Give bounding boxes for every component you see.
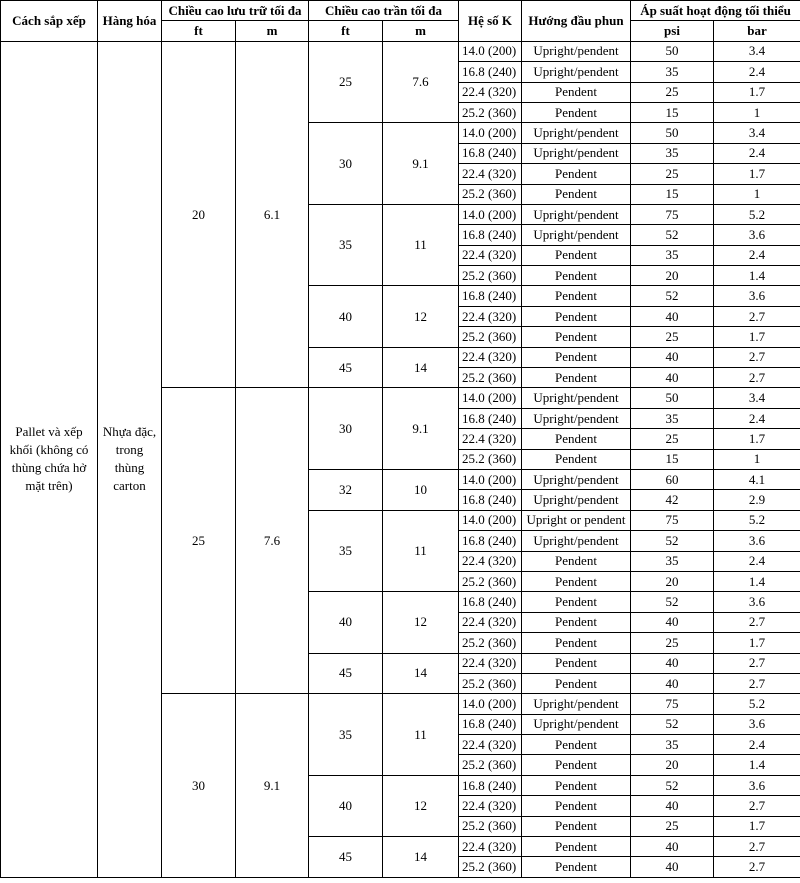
ceiling-m-cell: 12 [383, 592, 459, 653]
psi-cell: 15 [631, 102, 714, 122]
psi-cell: 52 [631, 714, 714, 734]
ceiling-m-cell: 14 [383, 653, 459, 694]
bar-cell: 5.2 [714, 204, 800, 224]
psi-cell: 35 [631, 735, 714, 755]
ceiling-m-cell: 12 [383, 286, 459, 347]
orientation-cell: Upright/pendent [522, 490, 631, 510]
orientation-cell: Pendent [522, 857, 631, 877]
k-factor-cell: 16.8 (240) [459, 286, 522, 306]
k-factor-cell: 25.2 (360) [459, 633, 522, 653]
ceiling-m-cell: 11 [383, 694, 459, 776]
psi-cell: 52 [631, 286, 714, 306]
k-factor-cell: 22.4 (320) [459, 735, 522, 755]
bar-cell: 2.7 [714, 796, 800, 816]
bar-cell: 1 [714, 184, 800, 204]
psi-cell: 40 [631, 612, 714, 632]
bar-cell: 1.7 [714, 429, 800, 449]
orientation-cell: Pendent [522, 633, 631, 653]
psi-cell: 75 [631, 204, 714, 224]
bar-cell: 3.4 [714, 388, 800, 408]
bar-cell: 2.7 [714, 673, 800, 693]
k-factor-cell: 16.8 (240) [459, 592, 522, 612]
psi-cell: 35 [631, 143, 714, 163]
psi-cell: 50 [631, 123, 714, 143]
psi-cell: 60 [631, 469, 714, 489]
ceiling-m-cell: 12 [383, 775, 459, 836]
psi-cell: 35 [631, 245, 714, 265]
k-factor-cell: 16.8 (240) [459, 775, 522, 795]
ceiling-m-cell: 7.6 [383, 41, 459, 123]
orientation-cell: Pendent [522, 796, 631, 816]
psi-cell: 15 [631, 449, 714, 469]
bar-cell: 1.7 [714, 82, 800, 102]
psi-cell: 25 [631, 164, 714, 184]
psi-cell: 35 [631, 408, 714, 428]
psi-cell: 52 [631, 592, 714, 612]
k-factor-cell: 14.0 (200) [459, 388, 522, 408]
header-ceiling-height: Chiều cao trần tối đa [309, 1, 459, 21]
orientation-cell: Pendent [522, 347, 631, 367]
header-row-1 [1, 1, 800, 21]
orientation-cell: Upright/pendent [522, 41, 631, 61]
orientation-cell: Pendent [522, 245, 631, 265]
k-factor-cell: 25.2 (360) [459, 571, 522, 591]
orientation-cell: Upright/pendent [522, 225, 631, 245]
header-ceiling-m: m [383, 21, 459, 41]
psi-cell: 35 [631, 551, 714, 571]
bar-cell: 2.4 [714, 735, 800, 755]
bar-cell: 3.4 [714, 41, 800, 61]
header-bar: bar [714, 21, 800, 41]
orientation-cell: Pendent [522, 184, 631, 204]
psi-cell: 40 [631, 653, 714, 673]
k-factor-cell: 25.2 (360) [459, 368, 522, 388]
storage-ft-cell: 30 [162, 694, 236, 878]
psi-cell: 40 [631, 368, 714, 388]
k-factor-cell: 25.2 (360) [459, 673, 522, 693]
ceiling-m-cell: 10 [383, 469, 459, 510]
k-factor-cell: 16.8 (240) [459, 531, 522, 551]
orientation-cell: Pendent [522, 735, 631, 755]
k-factor-cell: 22.4 (320) [459, 306, 522, 326]
storage-m-cell: 9.1 [236, 694, 309, 878]
header-storage-m: m [236, 21, 309, 41]
k-factor-cell: 22.4 (320) [459, 429, 522, 449]
k-factor-cell: 22.4 (320) [459, 245, 522, 265]
orientation-cell: Pendent [522, 266, 631, 286]
header-arrangement: Cách sắp xếp [1, 1, 98, 42]
ceiling-ft-cell: 45 [309, 837, 383, 878]
orientation-cell: Pendent [522, 429, 631, 449]
bar-cell: 1.4 [714, 266, 800, 286]
psi-cell: 50 [631, 388, 714, 408]
bar-cell: 2.4 [714, 245, 800, 265]
orientation-cell: Pendent [522, 612, 631, 632]
orientation-cell: Upright/pendent [522, 143, 631, 163]
orientation-cell: Pendent [522, 571, 631, 591]
bar-cell: 2.7 [714, 368, 800, 388]
bar-cell: 2.7 [714, 306, 800, 326]
k-factor-cell: 16.8 (240) [459, 143, 522, 163]
orientation-cell: Upright/pendent [522, 469, 631, 489]
table-header [1, 1, 800, 42]
k-factor-cell: 22.4 (320) [459, 82, 522, 102]
bar-cell: 2.7 [714, 612, 800, 632]
psi-cell: 25 [631, 429, 714, 449]
k-factor-cell: 16.8 (240) [459, 490, 522, 510]
ceiling-ft-cell: 45 [309, 347, 383, 388]
k-factor-cell: 25.2 (360) [459, 449, 522, 469]
psi-cell: 40 [631, 347, 714, 367]
orientation-cell: Pendent [522, 816, 631, 836]
bar-cell: 2.4 [714, 551, 800, 571]
bar-cell: 4.1 [714, 469, 800, 489]
psi-cell: 35 [631, 62, 714, 82]
bar-cell: 1 [714, 449, 800, 469]
storage-m-cell: 7.6 [236, 388, 309, 694]
psi-cell: 52 [631, 775, 714, 795]
orientation-cell: Pendent [522, 82, 631, 102]
bar-cell: 5.2 [714, 694, 800, 714]
orientation-cell: Upright/pendent [522, 62, 631, 82]
k-factor-cell: 22.4 (320) [459, 164, 522, 184]
k-factor-cell: 25.2 (360) [459, 184, 522, 204]
k-factor-cell: 22.4 (320) [459, 837, 522, 857]
ceiling-m-cell: 11 [383, 204, 459, 286]
k-factor-cell: 25.2 (360) [459, 816, 522, 836]
header-k-factor: Hệ số K [459, 1, 522, 42]
k-factor-cell: 22.4 (320) [459, 551, 522, 571]
k-factor-cell: 22.4 (320) [459, 612, 522, 632]
k-factor-cell: 14.0 (200) [459, 41, 522, 61]
k-factor-cell: 25.2 (360) [459, 266, 522, 286]
orientation-cell: Upright/pendent [522, 531, 631, 551]
ceiling-m-cell: 9.1 [383, 123, 459, 205]
orientation-cell: Pendent [522, 306, 631, 326]
orientation-cell: Pendent [522, 551, 631, 571]
ceiling-m-cell: 11 [383, 510, 459, 592]
header-orientation: Hướng đầu phun [522, 1, 631, 42]
bar-cell: 2.9 [714, 490, 800, 510]
ceiling-ft-cell: 35 [309, 204, 383, 286]
bar-cell: 3.6 [714, 531, 800, 551]
orientation-cell: Pendent [522, 673, 631, 693]
bar-cell: 2.7 [714, 653, 800, 673]
orientation-cell: Upright/pendent [522, 388, 631, 408]
orientation-cell: Pendent [522, 837, 631, 857]
psi-cell: 25 [631, 633, 714, 653]
k-factor-cell: 14.0 (200) [459, 694, 522, 714]
orientation-cell: Pendent [522, 592, 631, 612]
header-commodity: Hàng hóa [98, 1, 162, 42]
orientation-cell: Pendent [522, 327, 631, 347]
ceiling-m-cell: 9.1 [383, 388, 459, 470]
bar-cell: 1.4 [714, 755, 800, 775]
orientation-cell: Pendent [522, 164, 631, 184]
storage-m-cell: 6.1 [236, 41, 309, 388]
orientation-cell: Pendent [522, 286, 631, 306]
ceiling-m-cell: 14 [383, 347, 459, 388]
orientation-cell: Pendent [522, 449, 631, 469]
orientation-cell: Upright/pendent [522, 408, 631, 428]
bar-cell: 5.2 [714, 510, 800, 530]
header-pressure: Áp suất hoạt động tối thiểu [631, 1, 800, 21]
psi-cell: 52 [631, 531, 714, 551]
orientation-cell: Pendent [522, 368, 631, 388]
k-factor-cell: 16.8 (240) [459, 714, 522, 734]
orientation-cell: Pendent [522, 102, 631, 122]
k-factor-cell: 14.0 (200) [459, 510, 522, 530]
ceiling-ft-cell: 32 [309, 469, 383, 510]
bar-cell: 3.6 [714, 225, 800, 245]
ceiling-ft-cell: 40 [309, 775, 383, 836]
ceiling-ft-cell: 30 [309, 123, 383, 205]
psi-cell: 25 [631, 816, 714, 836]
ceiling-ft-cell: 30 [309, 388, 383, 470]
k-factor-cell: 22.4 (320) [459, 796, 522, 816]
k-factor-cell: 25.2 (360) [459, 755, 522, 775]
psi-cell: 40 [631, 673, 714, 693]
bar-cell: 1.7 [714, 164, 800, 184]
bar-cell: 2.7 [714, 857, 800, 877]
orientation-cell: Pendent [522, 775, 631, 795]
storage-ft-cell: 20 [162, 41, 236, 388]
arrangement-cell: Pallet và xếp khối (không có thùng chứa hở mặt trên) [1, 41, 98, 877]
ceiling-ft-cell: 35 [309, 694, 383, 776]
bar-cell: 2.4 [714, 143, 800, 163]
bar-cell: 1.7 [714, 816, 800, 836]
bar-cell: 1.7 [714, 633, 800, 653]
ceiling-ft-cell: 25 [309, 41, 383, 123]
k-factor-cell: 25.2 (360) [459, 102, 522, 122]
orientation-cell: Upright/pendent [522, 714, 631, 734]
psi-cell: 20 [631, 266, 714, 286]
bar-cell: 1 [714, 102, 800, 122]
storage-ft-cell: 25 [162, 388, 236, 694]
psi-cell: 20 [631, 755, 714, 775]
k-factor-cell: 14.0 (200) [459, 469, 522, 489]
k-factor-cell: 16.8 (240) [459, 225, 522, 245]
k-factor-cell: 16.8 (240) [459, 62, 522, 82]
k-factor-cell: 16.8 (240) [459, 408, 522, 428]
ceiling-ft-cell: 45 [309, 653, 383, 694]
commodity-cell: Nhựa đặc, trong thùng carton [98, 41, 162, 877]
psi-cell: 40 [631, 837, 714, 857]
bar-cell: 3.6 [714, 775, 800, 795]
ceiling-ft-cell: 40 [309, 286, 383, 347]
ceiling-ft-cell: 35 [309, 510, 383, 592]
psi-cell: 75 [631, 694, 714, 714]
psi-cell: 15 [631, 184, 714, 204]
k-factor-cell: 22.4 (320) [459, 653, 522, 673]
header-psi: psi [631, 21, 714, 41]
orientation-cell: Pendent [522, 755, 631, 775]
k-factor-cell: 25.2 (360) [459, 327, 522, 347]
table-row [1, 41, 800, 61]
bar-cell: 3.4 [714, 123, 800, 143]
bar-cell: 3.6 [714, 286, 800, 306]
psi-cell: 52 [631, 225, 714, 245]
psi-cell: 25 [631, 327, 714, 347]
k-factor-cell: 22.4 (320) [459, 347, 522, 367]
psi-cell: 75 [631, 510, 714, 530]
ceiling-m-cell: 14 [383, 837, 459, 878]
bar-cell: 2.7 [714, 837, 800, 857]
orientation-cell: Upright/pendent [522, 694, 631, 714]
orientation-cell: Upright/pendent [522, 204, 631, 224]
bar-cell: 2.4 [714, 408, 800, 428]
psi-cell: 20 [631, 571, 714, 591]
bar-cell: 2.7 [714, 347, 800, 367]
ceiling-ft-cell: 40 [309, 592, 383, 653]
k-factor-cell: 25.2 (360) [459, 857, 522, 877]
psi-cell: 50 [631, 41, 714, 61]
table-body [1, 41, 800, 877]
bar-cell: 3.6 [714, 592, 800, 612]
psi-cell: 25 [631, 82, 714, 102]
psi-cell: 40 [631, 857, 714, 877]
orientation-cell: Upright/pendent [522, 123, 631, 143]
psi-cell: 40 [631, 796, 714, 816]
k-factor-cell: 14.0 (200) [459, 123, 522, 143]
orientation-cell: Pendent [522, 653, 631, 673]
k-factor-cell: 14.0 (200) [459, 204, 522, 224]
bar-cell: 3.6 [714, 714, 800, 734]
psi-cell: 42 [631, 490, 714, 510]
header-storage-ft: ft [162, 21, 236, 41]
bar-cell: 2.4 [714, 62, 800, 82]
bar-cell: 1.7 [714, 327, 800, 347]
header-storage-height: Chiều cao lưu trữ tối đa [162, 1, 309, 21]
psi-cell: 40 [631, 306, 714, 326]
header-ceiling-ft: ft [309, 21, 383, 41]
bar-cell: 1.4 [714, 571, 800, 591]
orientation-cell: Upright or pendent [522, 510, 631, 530]
